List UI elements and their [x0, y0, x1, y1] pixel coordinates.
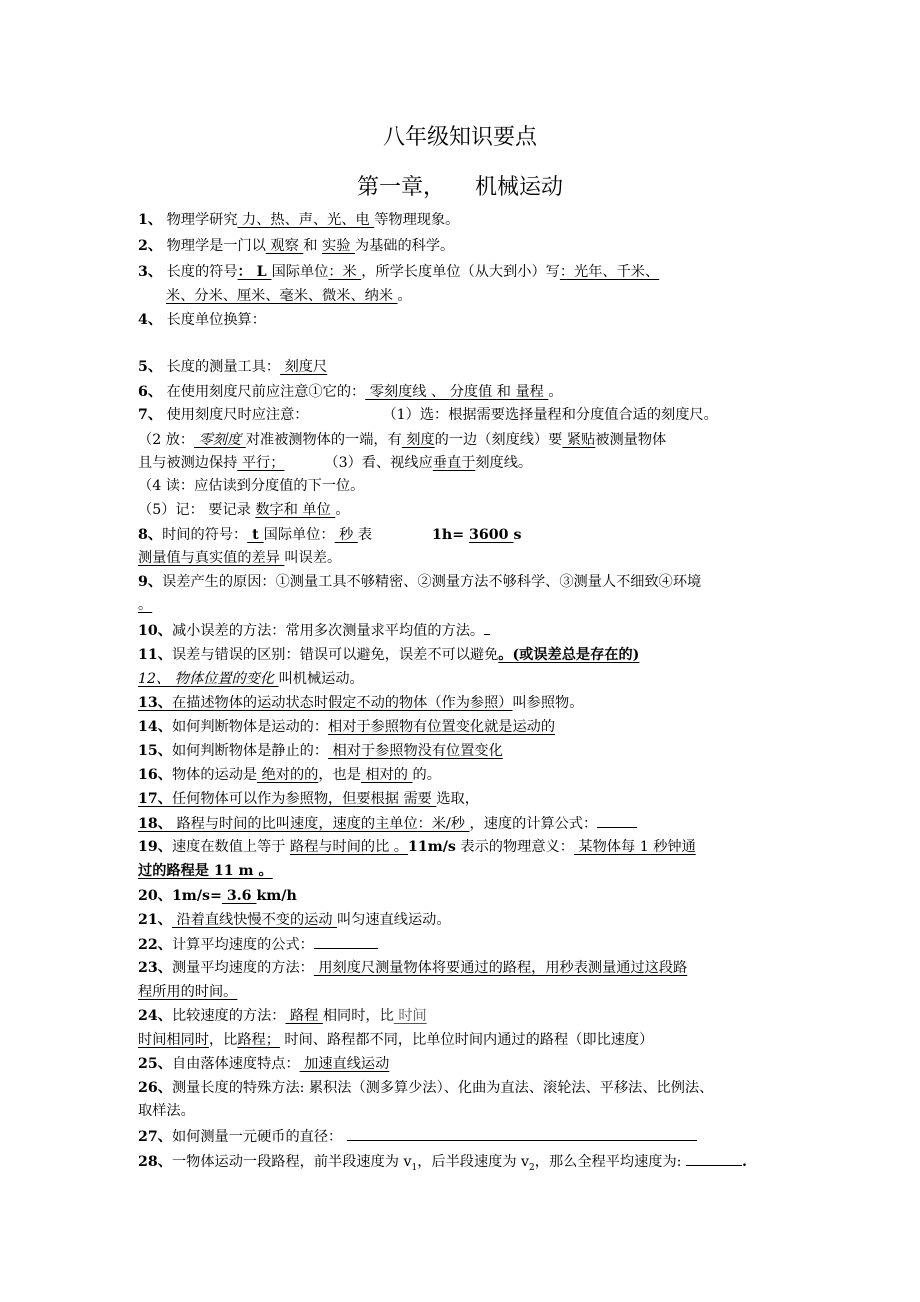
item-19: 19、速度在数值上等于 路程与时间的比 。11m/s 表示的物理意义： 某物体每 1 秒钟通 — [138, 839, 696, 855]
item-9: 9、误差产生的原因：①测量工具不够精密、②测量方法不够科学、③测量人不细致④环境 — [138, 574, 702, 590]
item-28: 28、一物体运动一段路程，前半段速度为 $v_1$，后半段速度为 $v_2$，那么全程平均速度为: . — [138, 1151, 747, 1178]
item-23-cont: 程所用的时间。 — [138, 984, 238, 1000]
item-22: 22、计算平均速度的公式： — [138, 934, 378, 955]
item-9-cont: 。 — [138, 597, 153, 613]
item-23: 23、测量平均速度的方法： 用刻度尺测量物体将要通过的路程，用秒表测量通过这段路 — [138, 960, 688, 976]
item-7-step4: （4 读：应估读到分度值的下一位。 — [138, 478, 365, 494]
item-19-cont: 过的路程是 11 m 。 — [138, 863, 273, 879]
item-15: 15、如何判断物体是静止的： 相对于参照物没有位置变化 — [138, 743, 503, 759]
item-24-cont: 时间相同时，比路程； 时间、路程都不同，比单位时间内通过的路程（即比速度） — [138, 1032, 654, 1048]
item-3: 3、 长度的符号： L 国际单位：米 ，所学长度单位（从大到小）写：光年、千米、 — [138, 264, 660, 280]
page-title: 八年级知识要点 — [382, 125, 537, 150]
item-11: 11、误差与错误的区别：错误可以避免，误差不可以避免。(或误差总是存在的) — [138, 647, 640, 663]
item-10: 10、减小误差的方法：常用多次测量求平均值的方法。 — [138, 620, 490, 641]
item-1: 1、 物理学研究 力、热、声、光、电 等物理现象。 — [138, 212, 460, 228]
item-21: 21、 沿着直线快慢不变的运动 叫匀速直线运动。 — [138, 912, 451, 928]
item-7-step2: （2 放： 零刻度 对准被测物体的一端，有 刻度的一边（刻度线）要 紧贴被测量物体 — [138, 432, 667, 448]
item-4: 4、 长度单位换算： — [138, 312, 266, 328]
item-16: 16、物体的运动是 绝对的的，也是 相对的 的。 — [138, 767, 441, 783]
item-26: 26、测量长度的特殊方法: 累积法（测多算少法）、化曲为直法、滚轮法、平移法、比例法、 — [138, 1080, 714, 1096]
item-24: 24、比较速度的方法： 路程 相同时，比 时间 — [138, 1008, 427, 1024]
item-5: 5、 长度的测量工具： 刻度尺 — [138, 359, 328, 375]
item-7: 7、 使用刻度尺时应注意： （1）选：根据需要选择量程和分度值合适的刻度尺。 — [138, 407, 718, 423]
item-17: 17、任何物体可以作为参照物，但要根据 需要 选取， — [138, 791, 479, 807]
item-27: 27、如何测量一元硬币的直径： — [138, 1126, 697, 1147]
chapter-title: 第一章， 机械运动 — [356, 175, 564, 200]
item-2: 2、 物理学是一门以 观察 和 实验 为基础的科学。 — [138, 238, 455, 254]
item-13: 13、在描述物体的运动状态时假定不动的物体（作为参照）叫参照物。 — [138, 695, 584, 711]
item-7-step2-cont: 且与被测边保持 平行； （3）看、视线应垂直于刻度线。 — [138, 455, 533, 471]
item-25: 25、自由落体速度特点： 加速直线运动 — [138, 1056, 390, 1072]
item-3-cont: 米、分米、厘米、毫米、微米、纳米 。 — [166, 288, 412, 304]
item-26-cont: 取样法。 — [138, 1103, 195, 1119]
item-8-cont: 测量值与真实值的差异 叫误差。 — [138, 550, 342, 566]
item-7-step5: （5）记： 要记录 数字和 单位 。 — [138, 502, 350, 518]
item-6: 6、 在使用刻度尺前应注意①它的： 零刻度线 、 分度值 和 量程 。 — [138, 384, 563, 400]
item-20: 20、1m/s= 3.6 km/h — [138, 888, 297, 904]
item-18: 18、 路程与时间的比叫速度，速度的主单位：米/秒 ，速度的计算公式： — [138, 813, 637, 834]
item-12: 12、 物体位置的变化 叫机械运动。 — [138, 671, 364, 687]
item-8: 8、时间的符号： t 国际单位： 秒 表 1h= 3600 s — [138, 527, 522, 543]
item-14: 14、如何判断物体是运动的：相对于参照物有位置变化就是运动的 — [138, 719, 556, 735]
